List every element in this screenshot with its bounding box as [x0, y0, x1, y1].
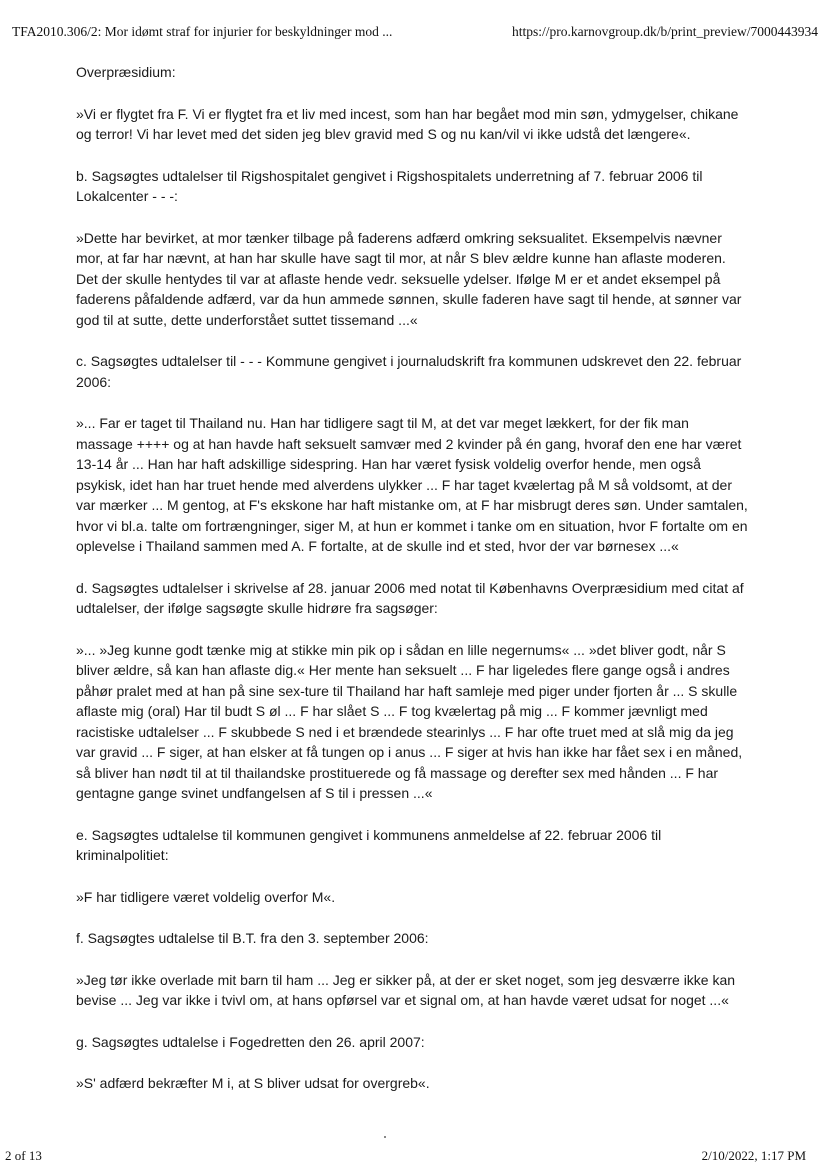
section-g-heading: g. Sagsøgtes udtalelse i Fogedretten den 26. april 2007:: [76, 1033, 425, 1050]
document-body: [76, 62, 748, 1115]
section-e-heading: e. Sagsøgtes udtalelse til kommunen gengivet i kommunens anmeldelse af 22. februar 2006 til kriminalpolitiet:: [76, 826, 662, 863]
quote-fogedretten: »S' adfærd bekræfter M i, at S bliver udsat for overgreb«.: [76, 1075, 430, 1091]
print-footer: [5, 1148, 806, 1164]
section-d-heading: d. Sagsøgtes udtalelser i skrivelse af 28. januar 2006 med notat til Københavns Overpræsidium med citat af udtalelser, der ifølge sagsøgte skulle hidrøre fra sagsøger:: [76, 579, 744, 616]
page-number: 2 of 13: [5, 1148, 42, 1163]
quote-flygtet: »Vi er flygtet fra F. Vi er flygtet fra et liv med incest, som han har begået mod min søn, ydmygelser, chikane og terror! Vi har levet med det siden jeg blev gravid med S og nu kan/vil vi ikke udstå det længere«.: [76, 105, 739, 142]
stray-dot: [384, 1136, 386, 1138]
section-f-heading: f. Sagsøgtes udtalelse til B.T. fra den 3. september 2006:: [76, 930, 429, 946]
section-c-heading: c. Sagsøgtes udtalelser til - - - Kommune gengivet i journaludskrift fra kommunen udskrevet den 22. februar 2006:: [76, 353, 742, 390]
quote-rigshospitalet: »Dette har bevirket, at mor tænker tilbage på faderens adfærd omkring seksualitet. Eksempelvis nævner mor, at far har nævnt, at han har skulle have sagt til mor, at når S blev ældre kunne han aflaste moderen. Det der skulle hentydes til var at aflaste hende vedr. seksuelle ydelser. Ifølge M er et andet eksempel på faderens påfaldende adfærd, var da hun ammede sønnen, skulle faderen have sagt til hende, at sønner var god til at sutte, dette underforstået suttet tissemand ...«: [76, 229, 742, 328]
page-url: https://pro.karnovgroup.dk/b/print_preview/7000443934: [512, 24, 818, 39]
quote-overpraesidium-notat: »... »Jeg kunne godt tænke mig at stikke min pik op i sådan en lille negernums« ... »det bliver godt, når S bliver ældre, så kan han aflaste dig.« Her mente han seksuelt ... F har ligeledes flere gange også i andres påhør pralet med at han på sine sex-ture til Thailand har haft samleje med piger under fjorten år ... S skulle aflaste mig (oral) Har til budt S øl ... F har slået S ... F tog kvælertag på mig ... F kommer jævnligt med racistiske udtalelser ... F skubbede S ned i et brændede stearinlys ... F har ofte truet med at slå mig da jeg var gravid ... F siger, at han elsker at få tungen op i anus ... F siger at hvis han ikke har fået sex i en måned, så bliver han nødt til at til thailandske prostituerede og få massage og derefter sex med hånden ... F har gentagne gange svinet undfangelsen af S til i pressen ...«: [76, 641, 743, 801]
print-timestamp: 2/10/2022, 1:17 PM: [701, 1148, 806, 1163]
section-b-heading: b. Sagsøgtes udtalelser til Rigshospitalet gengivet i Rigshospitalets underretning af 7. februar 2006 til Lokalcenter - - -:: [76, 167, 703, 204]
document-title: TFA2010.306/2: Mor idømt straf for injurier for beskyldninger mod ...: [12, 24, 393, 39]
quote-bt: »Jeg tør ikke overlade mit barn til ham ... Jeg er sikker på, at der er sket noget, som jeg desværre ikke kan bevise ... Jeg var ikke i tvivl om, at hans opførsel var et signal om, at han havde været udsat for noget ...«: [76, 971, 736, 1008]
quote-kommune-journal: »... Far er taget til Thailand nu. Han har tidligere sagt til M, at det var meget lækkert, for der fik man massage ++++ og at han havde haft seksuelt samvær med 2 kvinder på én gang, hvoraf den ene har været 13-14 år ... Han har haft adskillige sidespring. Han har været fysisk voldelig overfor hende, men også psykisk, idet han har truet hende med alverdens ulykker ... F har taget kvælertag på M så voldsomt, at der var mærker ... M gentog, at F's ekskone har haft mistanke om, at F har misbrugt deres søn. Under samtalen, hvor vi bl.a. talte om fortrængninger, siger M, at hun er kommet i tanke om en situation, hvor F fortalte om en oplevelse i Thailand sammen med A. F fortalte, at de skulle ind et sted, hvor der var børnesex ...«: [76, 415, 748, 554]
quote-kriminalpolitiet: »F har tidligere været voldelig overfor M«.: [76, 888, 336, 905]
paragraph-overpraesidium: Overpræsidium:: [76, 64, 176, 80]
print-header: [12, 24, 818, 40]
